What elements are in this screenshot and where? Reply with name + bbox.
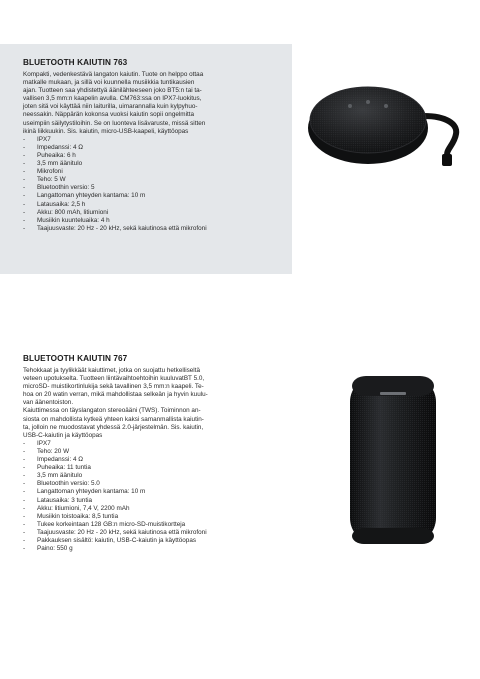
product1-title: BLUETOOTH KAIUTIN 763 [23,58,128,67]
spec-item [23,168,283,176]
spec-item [23,521,283,529]
description-line: vallisen 3,5 mm:n kaapelin avulla. CM763:ssa on IPX7-luokitus, [23,95,202,103]
spec-text: Akku: litiumioni, 7,4 V, 2200 mAh [37,504,130,512]
description-line: hoa on 20 watin verran, mikä mahdollistaa selkeän ja hyvin kuulu- [23,391,208,399]
spec-text: Puheaika: 11 tuntia [37,464,91,472]
spec-item [23,480,283,488]
spec-text: Impedanssi: 4 Ω [37,456,83,464]
spec-text: Latausaika: 2,5 h [37,200,86,208]
list-dash: - [23,456,26,464]
spec-item [23,225,283,233]
product2-description [23,367,283,440]
spec-text: IPX7 [37,439,51,447]
description-line: veteen upotukselta. Tuotteen liintävaihtoehtoihin kuuluvatBT 5.0, [23,375,205,383]
spec-item [23,456,283,464]
spec-text: Akku: 800 mAh, litiumioni [37,208,109,216]
description-line: microSD- muistikortinlukija sekä tavallinen 3,5 mm:n kaapeli. Te- [23,383,204,391]
list-dash: - [23,135,26,143]
spec-text: Teho: 5 W [37,176,66,184]
spec-item [23,472,283,480]
spec-item [23,513,283,521]
spec-item [23,217,283,225]
spec-item [23,209,283,217]
product2-spec-list [23,440,283,553]
list-dash: - [23,224,26,232]
spec-text: Langattoman yhteyden kantama: 10 m [37,488,146,496]
list-dash: - [23,192,26,200]
product1-spec-list [23,136,283,233]
list-dash: - [23,160,26,168]
spec-item [23,440,283,448]
list-dash: - [23,184,26,192]
spec-item [23,464,283,472]
spec-text: Taajuusvaste: 20 Hz - 20 kHz, sekä kaiutinosa että mikrofoni [37,224,207,232]
description-line: matkalle mukaan, ja sillä voi kuunnella musiikkia tuntikausien [23,79,195,87]
spec-text: Langattoman yhteyden kantama: 10 m [37,192,146,200]
list-dash: - [23,536,26,544]
list-dash: - [23,488,26,496]
spec-item [23,448,283,456]
list-dash: - [23,168,26,176]
list-dash: - [23,208,26,216]
description-line: Kompakti, vedenkestävä langaton kaiutin. Tuote on helppo ottaa [23,71,204,78]
description-line: USB-C-kaiutin ja käyttöopas [23,431,103,439]
spec-item [23,136,283,144]
spec-item [23,152,283,160]
spec-text: Tukee korkeintaan 128 GB:n micro-SD-muistikortteja [37,520,186,528]
spec-text: Taajuusvaste: 20 Hz - 20 kHz, sekä kaiutinosa että mikrofoni [37,528,207,536]
description-line: ikinä liikkuukin. Sis. kaiutin, micro-USB-kaapeli, käyttöopas [23,127,189,135]
spec-text: Mikrofoni [37,168,63,176]
product2-section [23,354,283,553]
description-line: van äänentoiston. [23,399,74,407]
description-line: joten sitä voi käyttää niin laiturilla, uimarannalla kuin kylpyhuo- [23,103,198,111]
description-line: useimpiin säilytystiloihin. Se on luonteva lisävaruste, missä sitten [23,119,206,127]
list-dash: - [23,143,26,151]
spec-text: 3,5 mm äänitulo [37,472,83,480]
product1-description [23,71,283,136]
description-line: siosta on mahdollista kytkeä yhteen kaksi samanmallista kaiutin- [23,415,204,423]
list-dash: - [23,464,26,472]
spec-item [23,497,283,505]
spec-item [23,488,283,496]
list-dash: - [23,545,26,553]
list-dash: - [23,512,26,520]
spec-text: 3,5 mm äänitulo [37,160,83,168]
list-dash: - [23,151,26,159]
list-dash: - [23,176,26,184]
list-dash: - [23,439,26,447]
spec-text: Musiikin kuunteluaika: 4 h [37,216,110,224]
spec-item [23,505,283,513]
spec-item [23,201,283,209]
description-line: ta, jolloin ne muodostavat yhdessä 2.0-järjestelmän. Sis. kaiutin, [23,423,204,431]
product1-section [23,58,283,233]
spec-text: Impedanssi: 4 Ω [37,143,83,151]
list-dash: - [23,520,26,528]
spec-text: IPX7 [37,135,51,143]
list-dash: - [23,480,26,488]
spec-item [23,144,283,152]
description-line: ajan. Tuotteen saa yhdistettyä äänilähteeseen joko BT5:n tai ta- [23,87,202,95]
round-speaker-image [306,72,468,172]
description-line: Kaiuttimessa on täyslangaton stereoääni (TWS). Toiminnon an- [23,407,201,415]
spec-item [23,184,283,192]
spec-item [23,192,283,200]
spec-text: Teho: 20 W [37,447,70,455]
list-dash: - [23,472,26,480]
list-dash: - [23,216,26,224]
spec-text: Puheaika: 6 h [37,151,76,159]
spec-item [23,529,283,537]
list-dash: - [23,504,26,512]
spec-text: Paino: 550 g [37,545,73,553]
spec-text: Latausaika: 3 tuntia [37,496,93,504]
list-dash: - [23,447,26,455]
description-line: Tehokkaat ja tyylikkäät kaiuttimet, jotka on suojattu hetkelliseltä [23,367,201,374]
spec-item [23,160,283,168]
spec-text: Bluetoothin versio: 5.0 [37,480,100,488]
list-dash: - [23,496,26,504]
spec-item [23,545,283,553]
product2-title: BLUETOOTH KAIUTIN 767 [23,354,128,363]
spec-text: Bluetoothin versio: 5 [37,184,95,192]
spec-text: Musiikin toistoaika: 8,5 tuntia [37,512,119,520]
description-line: neessakin. Näppärän kokonsa vuoksi kaiutin sopii ongelmitta [23,111,195,119]
spec-item [23,537,283,545]
spec-item [23,176,283,184]
list-dash: - [23,528,26,536]
list-dash: - [23,200,26,208]
cylinder-speaker-image [344,368,442,550]
spec-text: Pakkauksen sisältö: kaiutin, USB-C-kaiutin ja käyttöopas [37,536,197,544]
